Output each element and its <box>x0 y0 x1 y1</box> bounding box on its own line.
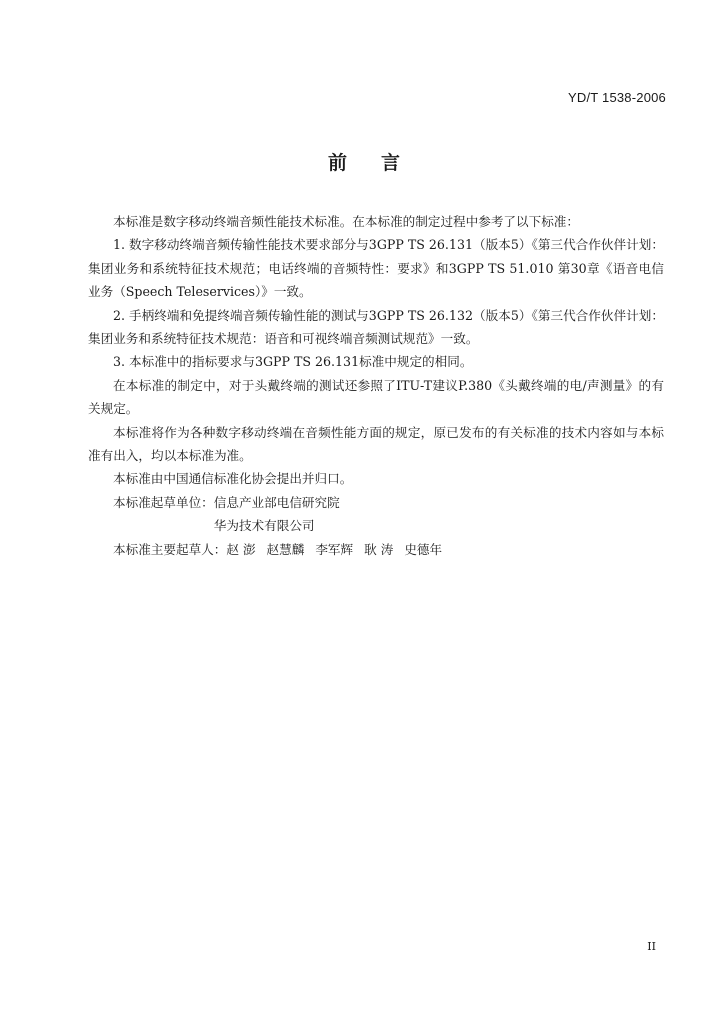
drafting-unit: 信息产业部电信研究院 <box>213 494 340 510</box>
paragraph-item-1: 1. 数字移动终端音频传输性能技术要求部分与3GPP TS 26.131（版本5）《第三代合作伙伴计划：集团业务和系统特征技术规范；电话终端的音频特性：要求》和3GPP TS 51.010 第30章《语音电信业务（Speech Teleservices）》一致。 <box>88 237 664 300</box>
page-title <box>0 148 728 175</box>
drafter-name: 耿 涛 <box>364 541 394 557</box>
drafters <box>88 538 664 561</box>
drafting-units-list <box>214 491 340 538</box>
foreword-body <box>88 210 664 561</box>
drafter-name: 李军辉 <box>315 541 354 557</box>
paragraph-intro: 本标准是数字移动终端音频性能技术标准。在本标准的制定过程中参考了以下标准： <box>113 214 579 229</box>
paragraph-item-3: 3. 本标准中的指标要求与3GPP TS 26.131标准中规定的相同。 <box>113 354 473 370</box>
title-char-1: 前 <box>327 152 347 174</box>
drafting-unit: 华为技术有限公司 <box>213 518 315 534</box>
drafting-units <box>88 491 664 538</box>
drafter-name: 赵慧麟 <box>266 541 305 557</box>
page-number: II <box>647 940 656 953</box>
drafters-label: 本标准主要起草人： <box>113 541 227 557</box>
drafter-name: 赵 澎 <box>226 541 256 557</box>
paragraph-item-2: 2. 手柄终端和免提终端音频传输性能的测试与3GPP TS 26.132（版本5）《第三代合作伙伴计划：集团业务和系统特征技术规范：语音和可视终端音频测试规范》一致。 <box>88 307 664 347</box>
paragraph-precedence: 本标准将作为各种数字移动终端在音频性能方面的规定，原已发布的有关标准的技术内容如与本标准有出入，均以本标准为准。 <box>88 424 664 464</box>
paragraph-headset: 在本标准的制定中，对于头戴终端的测试还参照了ITU-T建议P.380《头戴终端的电/声测量》的有关规定。 <box>88 377 664 417</box>
document-code: YD/T 1538-2006 <box>568 90 666 105</box>
drafter-name: 史德年 <box>404 541 443 557</box>
paragraph-proposer: 本标准由中国通信标准化协会提出并归口。 <box>113 471 353 487</box>
drafting-units-label: 本标准起草单位： <box>113 494 214 510</box>
title-char-2: 言 <box>381 152 401 174</box>
